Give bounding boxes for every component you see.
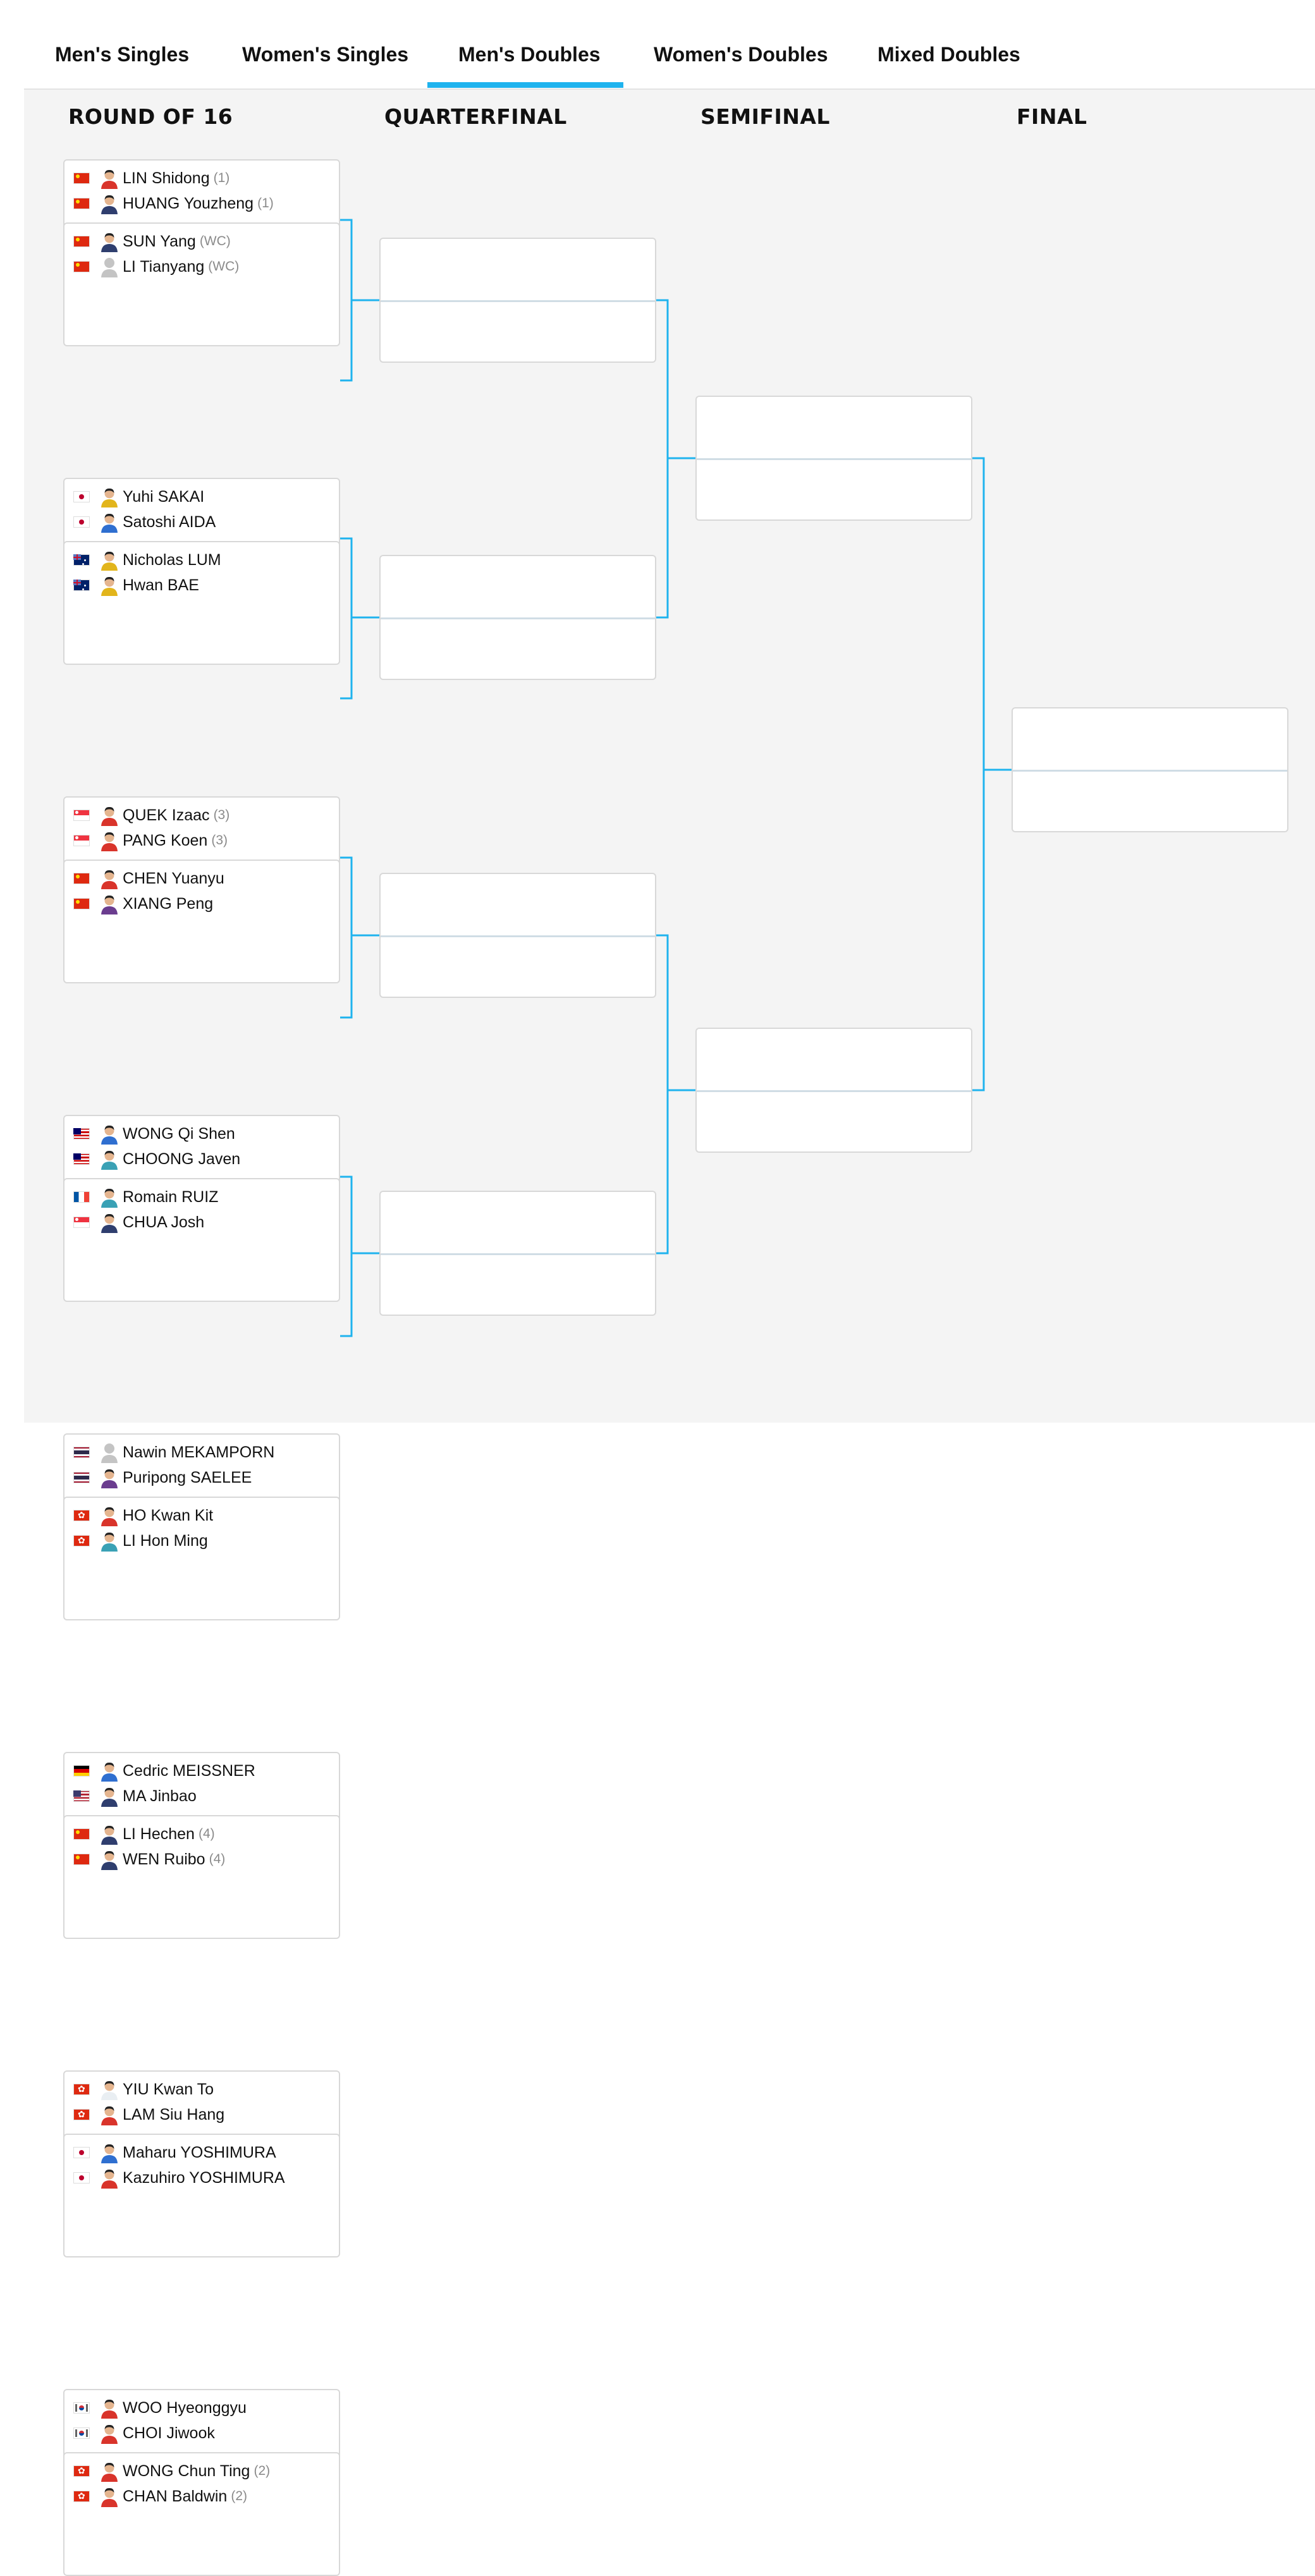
player-row bbox=[73, 2078, 214, 2101]
de-flag-icon bbox=[73, 1765, 90, 1777]
player-row bbox=[73, 1848, 225, 1871]
player-row bbox=[73, 2460, 270, 2482]
player-avatar-icon bbox=[100, 1442, 119, 1463]
player-row bbox=[73, 2166, 285, 2189]
player-name[interactable]: Satoshi AIDA bbox=[123, 513, 216, 531]
player-name[interactable]: QUEK Izaac bbox=[123, 806, 210, 824]
hk-flag-icon bbox=[73, 2465, 90, 2477]
team-card[interactable] bbox=[63, 2134, 340, 2257]
player-row bbox=[73, 1785, 197, 1807]
player-seed: (4) bbox=[209, 1852, 226, 1866]
player-name[interactable]: PANG Koen bbox=[123, 831, 208, 849]
player-avatar-icon bbox=[100, 193, 119, 214]
tab-mens-doubles[interactable]: Men's Doubles bbox=[458, 43, 601, 66]
player-avatar-icon bbox=[100, 2397, 119, 2419]
player-name[interactable]: WONG Qi Shen bbox=[123, 1124, 235, 1143]
player-seed: (1) bbox=[257, 196, 274, 210]
quarterfinal-match[interactable] bbox=[379, 555, 656, 680]
au-flag-icon bbox=[73, 554, 90, 566]
player-avatar-icon bbox=[100, 511, 119, 533]
player-row bbox=[73, 1466, 252, 1489]
player-row bbox=[73, 829, 228, 852]
player-name[interactable]: CHOI Jiwook bbox=[123, 2424, 215, 2442]
player-seed: (3) bbox=[211, 833, 228, 848]
player-name[interactable]: YIU Kwan To bbox=[123, 2080, 214, 2098]
player-row bbox=[73, 167, 229, 190]
my-flag-icon bbox=[73, 1153, 90, 1165]
hk-flag-icon bbox=[73, 1535, 90, 1546]
match-divider bbox=[381, 617, 655, 619]
player-name[interactable]: CHUA Josh bbox=[123, 1213, 205, 1231]
player-name[interactable]: XIANG Peng bbox=[123, 894, 214, 913]
player-name[interactable]: Nawin MEKAMPORN bbox=[123, 1443, 275, 1461]
player-name[interactable]: LIN Shidong bbox=[123, 169, 210, 187]
team-card[interactable] bbox=[63, 1497, 340, 1620]
team-card[interactable] bbox=[63, 2452, 340, 2576]
player-avatar-icon bbox=[100, 549, 119, 571]
jp-flag-icon bbox=[73, 491, 90, 502]
player-row bbox=[73, 2485, 247, 2508]
player-row bbox=[73, 1504, 213, 1527]
player-seed: (3) bbox=[213, 808, 230, 822]
match-divider bbox=[381, 300, 655, 302]
player-avatar-icon bbox=[100, 868, 119, 889]
player-seed: (2) bbox=[254, 2464, 271, 2478]
player-name[interactable]: HO Kwan Kit bbox=[123, 1506, 214, 1524]
player-name[interactable]: Maharu YOSHIMURA bbox=[123, 2143, 276, 2161]
player-row bbox=[73, 1823, 215, 1845]
active-tab-indicator bbox=[427, 82, 623, 88]
player-avatar-icon bbox=[100, 231, 119, 252]
tab-womens-singles[interactable]: Women's Singles bbox=[242, 43, 409, 66]
player-avatar-icon bbox=[100, 1467, 119, 1488]
cn-flag-icon bbox=[73, 1828, 90, 1840]
us-flag-icon bbox=[73, 1790, 90, 1802]
player-row bbox=[73, 2141, 276, 2164]
kr-flag-icon bbox=[73, 2427, 90, 2439]
player-seed: (2) bbox=[231, 2489, 248, 2503]
cn-flag-icon bbox=[73, 873, 90, 884]
team-card[interactable] bbox=[63, 860, 340, 983]
player-name[interactable]: WONG Chun Ting bbox=[123, 2462, 250, 2480]
au-flag-icon bbox=[73, 580, 90, 591]
player-avatar-icon bbox=[100, 2486, 119, 2507]
player-name[interactable]: Romain RUIZ bbox=[123, 1188, 219, 1206]
hk-flag-icon bbox=[73, 2084, 90, 2095]
quarterfinal-match[interactable] bbox=[379, 238, 656, 363]
player-avatar-icon bbox=[100, 256, 119, 277]
match-divider bbox=[697, 1090, 971, 1092]
match-divider bbox=[697, 458, 971, 460]
team-card[interactable] bbox=[63, 1178, 340, 1302]
match-divider bbox=[1013, 770, 1287, 772]
round-title-final: FINAL bbox=[1017, 104, 1087, 129]
match-divider bbox=[381, 935, 655, 937]
player-avatar-icon bbox=[100, 893, 119, 914]
sg-flag-icon bbox=[73, 1217, 90, 1228]
player-avatar-icon bbox=[100, 1212, 119, 1233]
player-row bbox=[73, 2397, 247, 2419]
player-row bbox=[73, 804, 229, 827]
player-name[interactable]: Yuhi SAKAI bbox=[123, 487, 205, 506]
round-title-round-of-16: ROUND OF 16 bbox=[68, 104, 233, 129]
player-avatar-icon bbox=[100, 574, 119, 596]
player-row bbox=[73, 1759, 255, 1782]
tab-womens-doubles[interactable]: Women's Doubles bbox=[654, 43, 828, 66]
player-row bbox=[73, 2103, 224, 2126]
final-match[interactable] bbox=[1012, 707, 1288, 832]
jp-flag-icon bbox=[73, 2147, 90, 2158]
kr-flag-icon bbox=[73, 2402, 90, 2414]
hk-flag-icon bbox=[73, 2109, 90, 2120]
team-card[interactable] bbox=[63, 1815, 340, 1939]
my-flag-icon bbox=[73, 1128, 90, 1139]
player-avatar-icon bbox=[100, 486, 119, 507]
sg-flag-icon bbox=[73, 810, 90, 821]
player-row bbox=[73, 192, 274, 215]
player-avatar-icon bbox=[100, 167, 119, 189]
player-name[interactable]: CHAN Baldwin bbox=[123, 2487, 228, 2505]
tab-mens-singles[interactable]: Men's Singles bbox=[55, 43, 190, 66]
hk-flag-icon bbox=[73, 2491, 90, 2502]
player-name[interactable]: Puripong SAELEE bbox=[123, 1468, 252, 1486]
player-name[interactable]: MA Jinbao bbox=[123, 1787, 197, 1805]
player-row bbox=[73, 1148, 240, 1170]
round-title-quarterfinal: QUARTERFINAL bbox=[384, 104, 567, 129]
fr-flag-icon bbox=[73, 1191, 90, 1203]
player-name[interactable]: CHEN Yuanyu bbox=[123, 869, 224, 887]
player-name[interactable]: Nicholas LUM bbox=[123, 550, 221, 569]
player-name[interactable]: Hwan BAE bbox=[123, 576, 199, 594]
player-row bbox=[73, 892, 213, 915]
cn-flag-icon bbox=[73, 261, 90, 272]
player-avatar-icon bbox=[100, 805, 119, 826]
jp-flag-icon bbox=[73, 516, 90, 528]
player-avatar-icon bbox=[100, 1823, 119, 1845]
player-avatar-icon bbox=[100, 2079, 119, 2100]
player-avatar-icon bbox=[100, 1785, 119, 1807]
semifinal-match[interactable] bbox=[695, 396, 972, 521]
cn-flag-icon bbox=[73, 173, 90, 184]
player-avatar-icon bbox=[100, 2460, 119, 2482]
player-name[interactable]: WOO Hyeonggyu bbox=[123, 2398, 247, 2417]
round-title-semifinal: SEMIFINAL bbox=[700, 104, 830, 129]
team-card[interactable] bbox=[63, 541, 340, 665]
player-row bbox=[73, 1211, 204, 1234]
player-avatar-icon bbox=[100, 2104, 119, 2125]
hk-flag-icon bbox=[73, 1510, 90, 1521]
cn-flag-icon bbox=[73, 236, 90, 247]
player-name[interactable]: Cedric MEISSNER bbox=[123, 1761, 255, 1780]
player-avatar-icon bbox=[100, 1505, 119, 1526]
player-row bbox=[73, 255, 239, 278]
player-row bbox=[73, 1122, 235, 1145]
sg-flag-icon bbox=[73, 835, 90, 846]
jp-flag-icon bbox=[73, 2172, 90, 2184]
player-avatar-icon bbox=[100, 1530, 119, 1552]
cn-flag-icon bbox=[73, 898, 90, 909]
player-avatar-icon bbox=[100, 830, 119, 851]
player-seed: (1) bbox=[213, 171, 230, 185]
player-seed: (WC) bbox=[199, 234, 231, 248]
player-row bbox=[73, 1529, 208, 1552]
player-row bbox=[73, 867, 224, 890]
player-row bbox=[73, 230, 231, 253]
player-name[interactable]: WEN Ruibo bbox=[123, 1850, 205, 1868]
player-avatar-icon bbox=[100, 1849, 119, 1870]
th-flag-icon bbox=[73, 1472, 90, 1483]
player-row bbox=[73, 549, 221, 571]
player-row bbox=[73, 574, 199, 597]
player-name[interactable]: LAM Siu Hang bbox=[123, 2105, 225, 2123]
player-name[interactable]: LI Hon Ming bbox=[123, 1531, 208, 1550]
quarterfinal-match[interactable] bbox=[379, 873, 656, 998]
player-name[interactable]: Kazuhiro YOSHIMURA bbox=[123, 2168, 285, 2187]
cn-flag-icon bbox=[73, 1854, 90, 1865]
player-name[interactable]: CHOONG Javen bbox=[123, 1150, 241, 1168]
team-card[interactable] bbox=[63, 222, 340, 346]
player-avatar-icon bbox=[100, 2142, 119, 2163]
cn-flag-icon bbox=[73, 198, 90, 209]
player-avatar-icon bbox=[100, 1760, 119, 1782]
player-name[interactable]: LI Hechen bbox=[123, 1825, 195, 1843]
semifinal-match[interactable] bbox=[695, 1028, 972, 1153]
th-flag-icon bbox=[73, 1447, 90, 1458]
player-row bbox=[73, 485, 204, 508]
player-avatar-icon bbox=[100, 1148, 119, 1170]
player-row bbox=[73, 1441, 274, 1464]
player-name[interactable]: HUANG Youzheng bbox=[123, 194, 254, 212]
player-avatar-icon bbox=[100, 2422, 119, 2444]
match-divider bbox=[381, 1253, 655, 1255]
event-tabs bbox=[0, 0, 1315, 88]
player-avatar-icon bbox=[100, 1123, 119, 1145]
player-seed: (4) bbox=[198, 1826, 215, 1841]
player-avatar-icon bbox=[100, 1186, 119, 1208]
quarterfinal-match[interactable] bbox=[379, 1191, 656, 1316]
player-seed: (WC) bbox=[208, 259, 240, 274]
player-row bbox=[73, 1186, 218, 1208]
tab-mixed-doubles[interactable]: Mixed Doubles bbox=[878, 43, 1020, 66]
player-row bbox=[73, 511, 216, 533]
player-name[interactable]: LI Tianyang bbox=[123, 257, 205, 276]
player-name[interactable]: SUN Yang bbox=[123, 232, 196, 250]
player-row bbox=[73, 2422, 215, 2445]
player-avatar-icon bbox=[100, 2167, 119, 2189]
